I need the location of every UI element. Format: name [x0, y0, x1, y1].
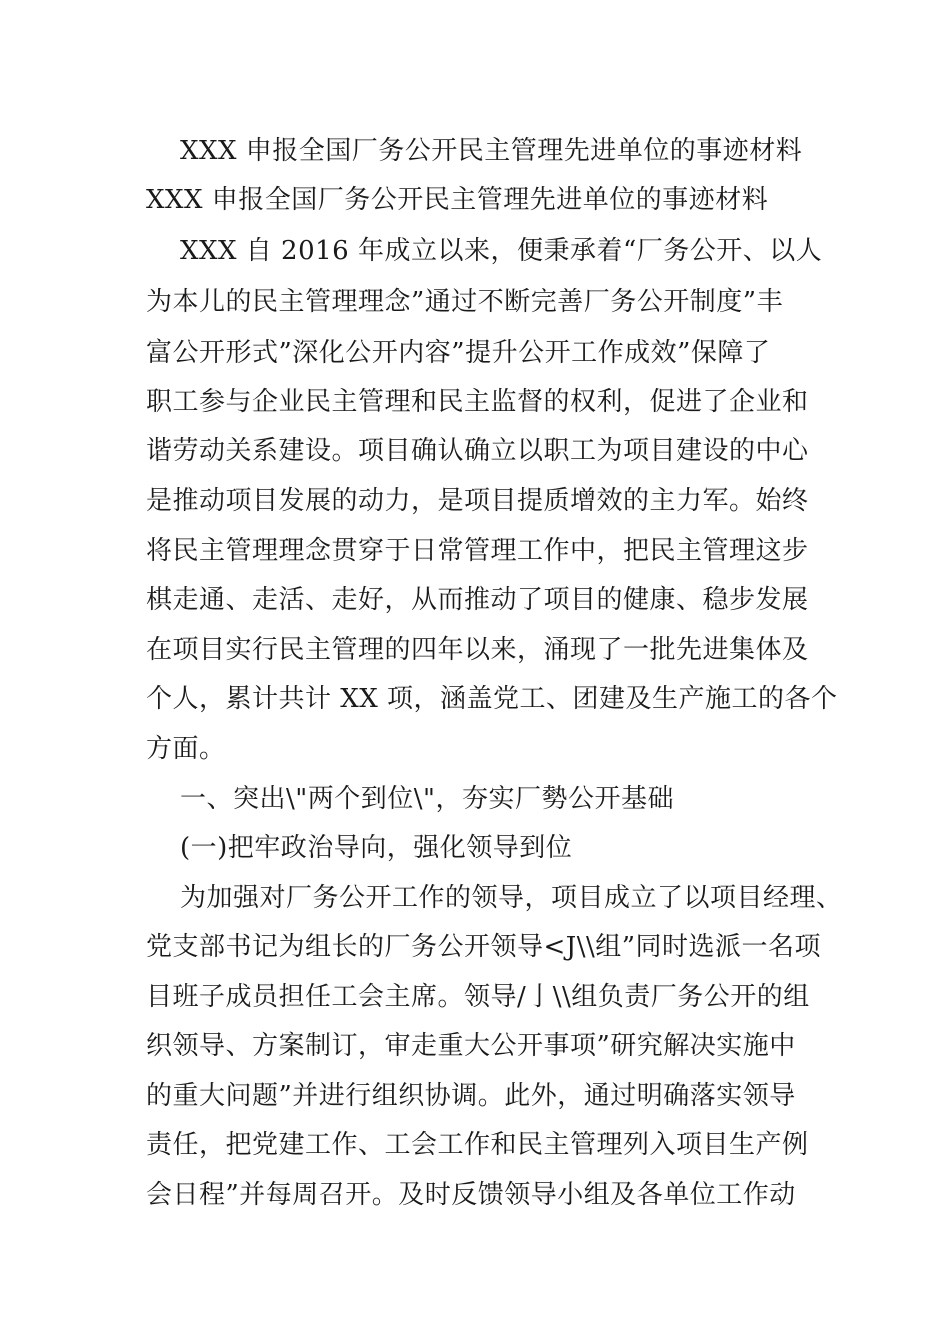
paragraph-1-line-11: 方面。	[146, 734, 226, 764]
paragraph-1-line-3: 富公开形式”深化公开内容”提升公开工作成效”保障了	[146, 338, 771, 368]
document-title-line-2: XXX 申报全国厂务公开民主管理先进单位的事迹材料	[146, 185, 769, 215]
paragraph-1-line-8: 棋走通、走活、走好，从而推动了项目的健康、稳步发展	[146, 585, 809, 615]
section-heading-1: 一、突出\"两个到位\"，夯实厂勢公开基础	[180, 784, 674, 814]
paragraph-2-line-6: 责任，把党建工作、工会工作和民主管理列入项目生产例	[146, 1130, 809, 1160]
paragraph-2-line-1: 为加强对厂务公开工作的领导，项目成立了以项目经理、	[180, 883, 843, 913]
paragraph-1-line-1: XXX 自 2016 年成立以来，便秉承着“厂务公开、以人	[180, 236, 823, 266]
document-title-line-1: XXX 申报全国厂务公开民主管理先进单位的事迹材料	[180, 136, 803, 166]
paragraph-1-line-9: 在项目实行民主管理的四年以来，涌现了一批先进集体及	[146, 635, 809, 665]
paragraph-1-line-6: 是推动项目发展的动力，是项目提质增效的主力军。始终	[146, 486, 809, 516]
paragraph-1-line-2: 为本儿的民主管理理念”通过不断完善厂务公开制度”丰	[146, 287, 784, 317]
paragraph-1-line-10: 个人，累计共计 XX 项，涵盖党工、团建及生产施工的各个	[146, 684, 838, 714]
paragraph-2-line-5: 的重大问题”并进行组织协调。此外，通过明确落实领导	[146, 1081, 796, 1111]
subsection-heading-1: (一)把牢政治导向，强化领导到位	[180, 833, 573, 863]
paragraph-1-line-4: 职工参与企业民主管理和民主监督的权利，促进了企业和	[146, 387, 809, 417]
paragraph-2-line-4: 织领导、方案制订，审走重大公开事项”研究解决实施中	[146, 1031, 796, 1061]
paragraph-2-line-3: 目班子成员担任工会主席。领导/亅\\组负责厂务公开的组	[146, 982, 810, 1012]
paragraph-1-line-7: 将民主管理理念贯穿于日常管理工作中，把民主管理这步	[146, 536, 809, 566]
paragraph-2-line-7: 会日程”并每周召开。及时反馈领导小组及各单位工作动	[146, 1180, 796, 1210]
paragraph-2-line-2: 党支部书记为组长的厂务公开领导<J\\组”同时选派一名项	[146, 932, 822, 962]
paragraph-1-line-5: 谐劳动关系建设。项目确认确立以职工为项目建设的中心	[146, 436, 809, 466]
